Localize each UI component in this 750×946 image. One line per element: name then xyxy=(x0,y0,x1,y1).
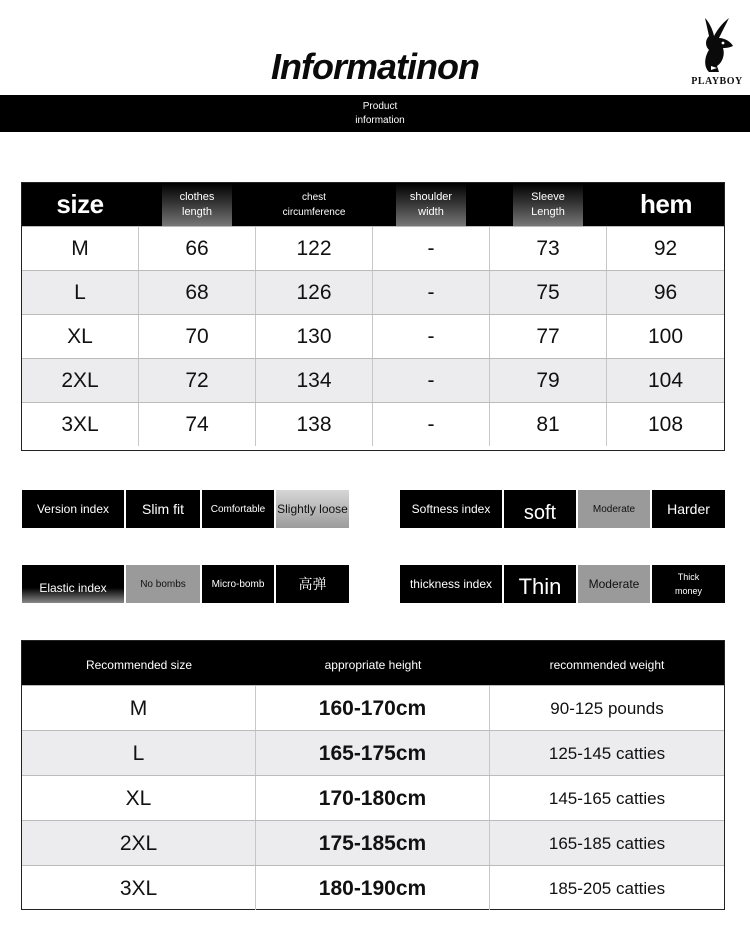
cell-height: 160-170cm xyxy=(256,686,490,730)
col-sleeve-line1: Sleeve xyxy=(531,190,565,203)
cell-size: XL xyxy=(22,315,139,358)
elastic-option-no-bombs: No bombs xyxy=(126,565,200,603)
softness-option-soft: soft xyxy=(504,490,576,528)
table-row xyxy=(22,820,724,865)
cell-size: 3XL xyxy=(22,866,256,910)
col-hem xyxy=(608,183,724,226)
col-chest-line1: chest xyxy=(302,191,326,203)
col-recommended-weight: recommended weight xyxy=(549,658,665,672)
cell-shoulder: - xyxy=(373,227,490,270)
thickness-option-thick-money xyxy=(652,565,725,603)
cell-size: 3XL xyxy=(22,403,139,446)
elastic-option-micro-bomb: Micro-bomb xyxy=(202,565,274,603)
version-index-label: Version index xyxy=(22,490,124,528)
elastic-option-high: 高弹 xyxy=(276,565,349,603)
table-row xyxy=(22,730,724,775)
page-title: Informatinon xyxy=(271,46,479,87)
version-option-slightly-loose: Slightly loose xyxy=(276,490,349,528)
thickness-option-thick-line2: money xyxy=(674,586,702,596)
table-row xyxy=(22,865,724,910)
cell-size: 2XL xyxy=(22,821,256,865)
cell-shoulder: - xyxy=(373,271,490,314)
table-row xyxy=(22,270,724,314)
cell-chest: 122 xyxy=(256,227,373,270)
cell-hem: 108 xyxy=(647,413,684,436)
thickness-index-label: thickness index xyxy=(400,565,502,603)
table-row xyxy=(22,358,724,402)
softness-option-moderate: Moderate xyxy=(578,490,650,528)
col-shoulder-width xyxy=(396,183,466,226)
bunny-logo-icon xyxy=(695,16,739,74)
cell-size: L xyxy=(22,271,139,314)
cell-size: M xyxy=(22,686,256,730)
col-chest-line2: circumference xyxy=(282,206,346,218)
col-sleeve-line2: Length xyxy=(531,205,565,218)
product-info-banner xyxy=(0,95,750,132)
cell-size: XL xyxy=(22,776,256,820)
cell-weight: 165-185 catties xyxy=(548,834,666,853)
col-appropriate-height: appropriate height xyxy=(324,658,422,672)
cell-sleeve: 73 xyxy=(490,227,607,270)
softness-index-bar xyxy=(400,490,725,528)
cell-sleeve: 79 xyxy=(490,359,607,402)
cell-chest: 126 xyxy=(256,271,373,314)
recommended-size-table xyxy=(21,640,725,910)
col-shoulder-line2: width xyxy=(418,205,444,218)
col-clothes-length-line1: clothes xyxy=(179,190,215,203)
col-sleeve-length xyxy=(513,183,583,226)
brand-name: PLAYBOY xyxy=(691,76,743,87)
version-option-slim-fit: Slim fit xyxy=(126,490,200,528)
cell-clothes-length: 70 xyxy=(139,315,256,358)
size-table-header xyxy=(22,183,724,226)
cell-clothes-length: 72 xyxy=(139,359,256,402)
cell-weight: 125-145 catties xyxy=(548,744,666,763)
cell-clothes-length: 74 xyxy=(139,403,256,446)
cell-chest: 130 xyxy=(256,315,373,358)
cell-height: 170-180cm xyxy=(256,776,490,820)
version-index-bar xyxy=(22,490,349,528)
cell-size: M xyxy=(22,227,139,270)
cell-hem: 104 xyxy=(647,369,684,392)
col-clothes-length-line2: length xyxy=(182,205,212,218)
version-option-comfortable: Comfortable xyxy=(202,490,274,528)
col-chest xyxy=(256,183,372,226)
thickness-index-bar xyxy=(400,565,725,603)
cell-shoulder: - xyxy=(373,315,490,358)
cell-weight: 145-165 catties xyxy=(548,789,666,808)
cell-hem: 96 xyxy=(653,281,678,304)
thickness-option-moderate: Moderate xyxy=(578,565,650,603)
banner-line-1: Product xyxy=(362,101,398,112)
col-recommended-size: Recommended size xyxy=(85,658,193,672)
size-table xyxy=(21,182,725,451)
cell-chest: 138 xyxy=(256,403,373,446)
cell-hem: 100 xyxy=(647,325,684,348)
cell-sleeve: 81 xyxy=(490,403,607,446)
softness-option-harder: Harder xyxy=(652,490,725,528)
cell-sleeve: 77 xyxy=(490,315,607,358)
recommended-table-header xyxy=(22,641,724,685)
cell-hem: 92 xyxy=(653,237,678,260)
thickness-option-thick-line1: Thick xyxy=(677,572,700,582)
col-size xyxy=(22,183,138,226)
cell-weight: 185-205 catties xyxy=(548,879,666,898)
col-shoulder-line1: shoulder xyxy=(409,190,453,203)
cell-chest: 134 xyxy=(256,359,373,402)
elastic-index-bar xyxy=(22,565,349,603)
col-hem-label: hem xyxy=(640,189,692,219)
col-clothes-length xyxy=(162,183,232,226)
cell-clothes-length: 66 xyxy=(139,227,256,270)
softness-index-label: Softness index xyxy=(400,490,502,528)
thickness-option-thin: Thin xyxy=(504,565,576,603)
table-row xyxy=(22,226,724,270)
cell-weight: 90-125 pounds xyxy=(550,699,664,718)
cell-shoulder: - xyxy=(373,403,490,446)
table-row xyxy=(22,402,724,446)
cell-shoulder: - xyxy=(373,359,490,402)
cell-clothes-length: 68 xyxy=(139,271,256,314)
cell-size: 2XL xyxy=(22,359,139,402)
cell-size: L xyxy=(22,731,256,775)
cell-sleeve: 75 xyxy=(490,271,607,314)
brand-logo xyxy=(684,16,750,92)
cell-height: 165-175cm xyxy=(256,731,490,775)
banner-line-2: information xyxy=(355,115,405,126)
cell-height: 180-190cm xyxy=(256,866,490,910)
table-row xyxy=(22,775,724,820)
table-row xyxy=(22,685,724,730)
cell-height: 175-185cm xyxy=(256,821,490,865)
col-size-label: size xyxy=(56,189,104,219)
table-row xyxy=(22,314,724,358)
elastic-index-label: Elastic index xyxy=(22,565,124,603)
